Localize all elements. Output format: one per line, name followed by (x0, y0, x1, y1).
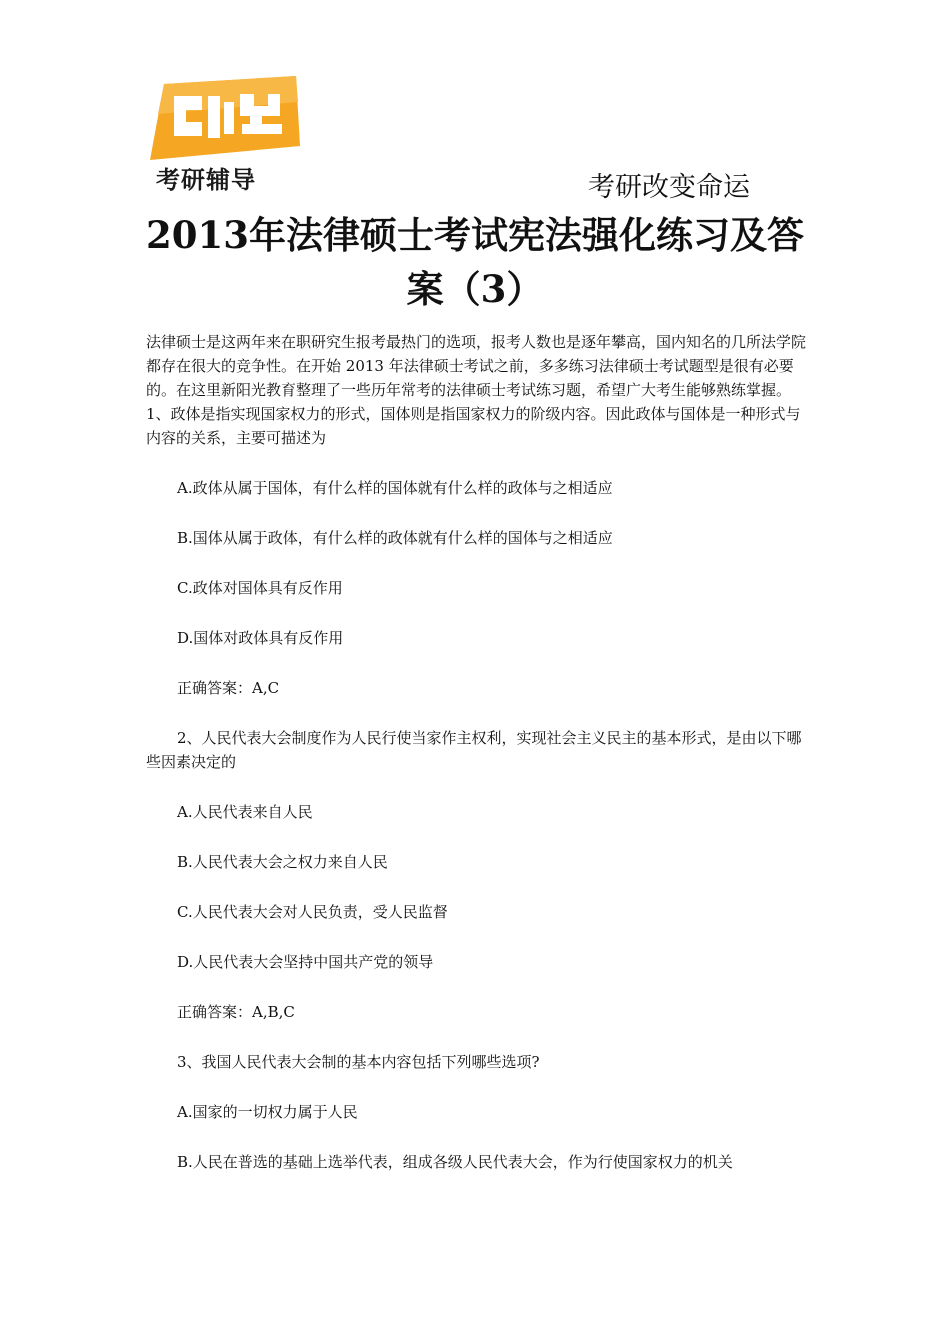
question-1-option-c: C.政体对国体具有反作用 (177, 579, 343, 597)
question-1 (146, 402, 808, 700)
slogan: 考研改变命运 (588, 172, 750, 203)
question-2-option-c: C.人民代表大会对人民负责，受人民监督 (177, 903, 448, 921)
intro-paragraph: 法律硕士是这两年来在职研究生报考最热门的选项，报考人数也是逐年攀高，国内知名的几所法学院都存在很大的竞争性。在开始 2013 年法律硕士考试之前，多多练习法律硕士考试题型是很有必要的。在这里新阳光教育整理了一些历年常考的法律硕士考试练习题，希望广大考生能够熟练掌握。 (146, 333, 807, 399)
title-line-1: 2013年法律硕士考试宪法强化练习及答 (146, 213, 804, 257)
question-2-answer: 正确答案：A,B,C (177, 1003, 295, 1021)
question-3-text: 3、我国人民代表大会制的基本内容包括下列哪些选项? (177, 1053, 540, 1071)
question-1-option-d: D.国体对政体具有反作用 (177, 629, 344, 647)
question-3-option-b: B.人民在普选的基础上选举代表，组成各级人民代表大会，作为行使国家权力的机关 (177, 1153, 733, 1171)
question-2-option-b: B.人民代表大会之权力来自人民 (177, 853, 388, 871)
logo-caption: 考研辅导 (156, 166, 256, 194)
question-2-option-d: D.人民代表大会坚持中国共产党的领导 (177, 953, 434, 971)
question-1-option-a: A.政体从属于国体，有什么样的国体就有什么样的政体与之相适应 (177, 479, 613, 497)
question-2-text: 2、人民代表大会制度作为人民行使当家作主权利，实现社会主义民主的基本形式，是由以下哪些因素决定的 (146, 729, 802, 771)
question-1-text: 1、政体是指实现国家权力的形式，国体则是指国家权力的阶级内容。因此政体与国体是一种形式与内容的关系，主要可描述为 (146, 405, 801, 447)
brand-logo-mark (150, 76, 300, 160)
title-line-2: 案（3） (406, 267, 544, 311)
question-1-option-b: B.国体从属于政体，有什么样的政体就有什么样的国体与之相适应 (177, 529, 613, 547)
document-body (146, 330, 808, 1174)
question-1-answer: 正确答案：A,C (177, 679, 280, 697)
question-3-option-a: A.国家的一切权力属于人民 (177, 1103, 358, 1121)
page-title (130, 208, 820, 316)
question-2 (146, 726, 808, 1024)
question-3 (146, 1050, 808, 1174)
question-2-option-a: A.人民代表来自人民 (177, 803, 313, 821)
